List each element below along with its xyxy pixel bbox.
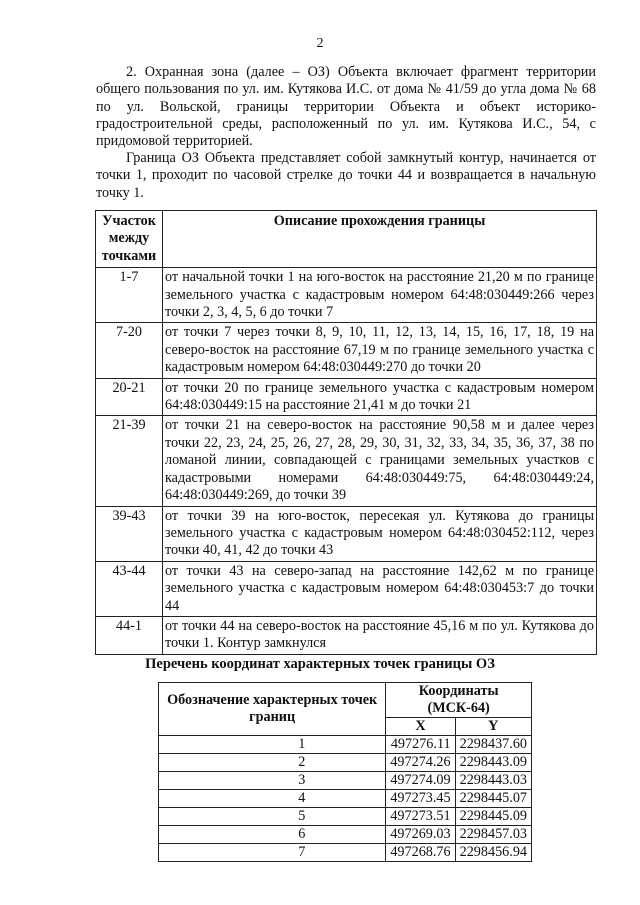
coord-header-row: [159, 683, 532, 718]
segment-cell: 44-1: [96, 616, 163, 654]
segment-cell: 21-39: [96, 416, 163, 506]
y-cell: 2298445.09: [455, 808, 531, 826]
table-row: [96, 378, 597, 416]
point-cell: 2: [159, 754, 386, 772]
x-cell: 497273.45: [386, 790, 455, 808]
coordinates-table: [158, 682, 532, 862]
table-row: [159, 772, 532, 790]
description-cell: от точки 20 по границе земельного участка с кадастровым номером 64:48:030449:15 на расстояние 21,41 м до точки 21: [163, 378, 597, 416]
table-row: [96, 268, 597, 323]
table-row: [159, 754, 532, 772]
coords-title: Перечень координат характерных точек границы ОЗ: [145, 656, 495, 672]
paragraph-boundary-contour: Граница ОЗ Объекта представляет собой замкнутый контур, начинается от точки 1, проходит по часовой стрелке до точки 44 и возвращается в начальную точку 1.: [96, 150, 596, 201]
header-coords: Координаты (МСК-64): [386, 683, 532, 718]
y-cell: 2298457.03: [455, 826, 531, 844]
x-cell: 497276.11: [386, 736, 455, 754]
table-header-row: [96, 211, 597, 268]
y-cell: 2298456.94: [455, 844, 531, 862]
description-cell: от начальной точки 1 на юго-восток на расстояние 21,20 м по границе земельного участка с кадастровым номером 64:48:030449:266 через точки 2, 3, 4, 5, 6 до точки 7: [163, 268, 597, 323]
description-cell: от точки 21 на северо-восток на расстояние 90,58 м и далее через точки 22, 23, 24, 25, 26, 27, 28, 29, 30, 31, 32, 33, 34, 35, 36, 37, 38 по ломаной линии, совпадающей с границами земельных участков с кадастровыми номерами 64:48:030449:75, 64:48:030449:24, 64:48:030449:269, до точки 39: [163, 416, 597, 506]
table-row: [96, 561, 597, 616]
table-row: [159, 790, 532, 808]
header-point: Обозначение характерных точек границ: [159, 683, 386, 736]
table-row: [159, 736, 532, 754]
x-cell: 497274.09: [386, 772, 455, 790]
segment-cell: 20-21: [96, 378, 163, 416]
point-cell: 7: [159, 844, 386, 862]
point-cell: 6: [159, 826, 386, 844]
table-row: [159, 808, 532, 826]
table-row: [96, 416, 597, 506]
point-cell: 1: [159, 736, 386, 754]
point-cell: 4: [159, 790, 386, 808]
description-cell: от точки 39 на юго-восток, пересекая ул. Кутякова до границы земельного участка с кадастровым номером 64:48:030452:112, через точки 40, 41, 42 до точки 43: [163, 506, 597, 561]
point-cell: 3: [159, 772, 386, 790]
header-x: X: [386, 718, 455, 736]
segment-cell: 43-44: [96, 561, 163, 616]
header-description: Описание прохождения границы: [163, 211, 597, 268]
segment-cell: 39-43: [96, 506, 163, 561]
x-cell: 497269.03: [386, 826, 455, 844]
segment-cell: 1-7: [96, 268, 163, 323]
table-row: [96, 506, 597, 561]
x-cell: 497274.26: [386, 754, 455, 772]
y-cell: 2298445.07: [455, 790, 531, 808]
description-cell: от точки 43 на северо-запад на расстояние 142,62 м по границе земельного участка с кадастровым номером 64:48:030453:7 до точки 44: [163, 561, 597, 616]
description-cell: от точки 7 через точки 8, 9, 10, 11, 12, 13, 14, 15, 16, 17, 18, 19 на северо-восток на расстояние 67,19 м по границе земельного участка с кадастровым номером 64:48:030449:270 до точки 20: [163, 323, 597, 378]
header-segment: Участок между точками: [96, 211, 163, 268]
y-cell: 2298443.09: [455, 754, 531, 772]
table-row: [159, 826, 532, 844]
segment-cell: 7-20: [96, 323, 163, 378]
header-y: Y: [455, 718, 531, 736]
y-cell: 2298443.03: [455, 772, 531, 790]
boundary-description-table: [95, 210, 597, 655]
table-row: [96, 323, 597, 378]
x-cell: 497273.51: [386, 808, 455, 826]
point-cell: 5: [159, 808, 386, 826]
table-row: [96, 616, 597, 654]
page-number: 2: [316, 36, 324, 51]
x-cell: 497268.76: [386, 844, 455, 862]
table-row: [159, 844, 532, 862]
y-cell: 2298437.60: [455, 736, 531, 754]
paragraph-protection-zone: 2. Охранная зона (далее – ОЗ) Объекта включает фрагмент территории общего пользования по ул. им. Кутякова И.С. от дома № 41/59 до угла дома № 68 по ул. Вольской, границы территории Объекта и объект историко-градостроительной среды, расположенный по ул. им. Кутякова И.С., 54, с придомовой территорией.: [96, 64, 596, 150]
description-cell: от точки 44 на северо-восток на расстояние 45,16 м по ул. Кутякова до точки 1. Контур замкнулся: [163, 616, 597, 654]
